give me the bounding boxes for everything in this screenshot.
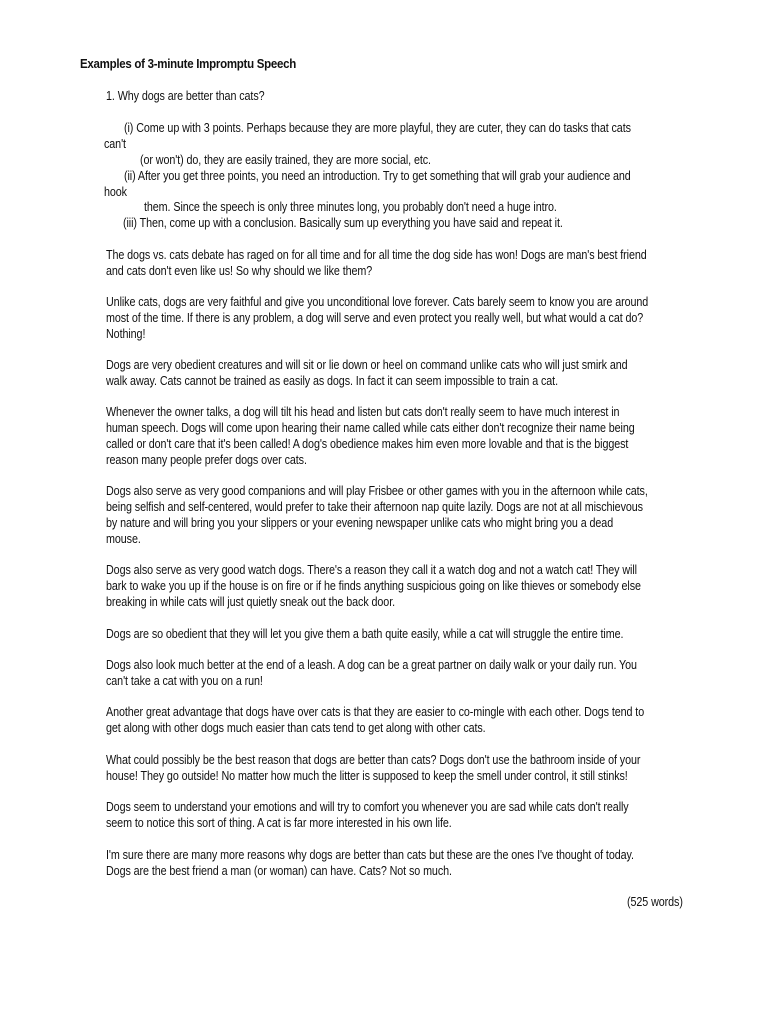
step-line: (iii) Then, come up with a conclusion. Basically sum up everything you have said and repeat it. [123,216,563,230]
paragraph-line: by nature and will bring you your slippers or your evening newspaper unlike cats who might bring you a dead [106,516,614,530]
paragraph-line: most of the time. If there is any problem, a dog will serve and even protect you really well, but what would a cat do? [106,311,644,325]
step-line: them. Since the speech is only three minutes long, you probably don't need a huge intro. [144,200,557,214]
step-line: (ii) After you get three points, you need an introduction. Try to get something that will grab your audience and [124,169,631,183]
paragraph-line: Dogs are very obedient creatures and will sit or lie down or heel on command unlike cats who will just smirk and [106,358,628,372]
paragraph-line: reason many people prefer dogs over cats. [106,453,307,467]
paragraph-line: I'm sure there are many more reasons why dogs are better than cats but these are the ones I've thought of today. [106,848,634,862]
paragraph-line: called or don't care that it's been called! A dog's obedience makes him even more lovable and that is the biggest [106,437,629,451]
paragraph-line: seem to notice this sort of thing. A cat is far more interested in his own life. [106,816,452,830]
paragraph-line: Another great advantage that dogs have over cats is that they are easier to co-mingle with each other. Dogs tend to [106,705,645,719]
document-title: Examples of 3-minute Impromptu Speech [80,57,296,71]
step-line: can't [104,137,126,151]
paragraph-line: walk away. Cats cannot be trained as easily as dogs. In fact it can seem impossible to train a cat. [106,374,558,388]
step-line: (i) Come up with 3 points. Perhaps because they are more playful, they are cuter, they can do tasks that cats [124,121,631,135]
paragraph-line: house! They go outside! No matter how much the litter is supposed to keep the smell under control, it still stinks! [106,769,628,783]
paragraph-line: What could possibly be the best reason that dogs are better than cats? Dogs don't use the bathroom inside of your [106,753,641,767]
paragraph-line: Dogs are so obedient that they will let you give them a bath quite easily, while a cat will struggle the entire time. [106,627,624,641]
question-heading: 1. Why dogs are better than cats? [106,89,265,103]
paragraph-line: Unlike cats, dogs are very faithful and give you unconditional love forever. Cats barely seem to know you are around [106,295,649,309]
paragraph-line: Dogs are the best friend a man (or woman) can have. Cats? Not so much. [106,864,452,878]
word-count: (525 words) [627,895,683,909]
paragraph-line: breaking in while cats will just quietly sneak out the back door. [106,595,396,609]
paragraph-line: mouse. [106,532,141,546]
paragraph-line: being selfish and self-centered, would prefer to take their afternoon nap quite lazily. Dogs are not at all mischievous [106,500,643,514]
paragraph-line: Dogs seem to understand your emotions and will try to comfort you whenever you are sad while cats don't really [106,800,629,814]
paragraph-line: Dogs also serve as very good watch dogs. There's a reason they call it a watch dog and not a watch cat! They will [106,563,637,577]
paragraph-line: and cats don't even like us! So why should we like them? [106,264,373,278]
paragraph-line: Whenever the owner talks, a dog will tilt his head and listen but cats don't really seem to have much interest in [106,405,620,419]
paragraph-line: The dogs vs. cats debate has raged on for all time and for all time the dog side has won! Dogs are man's best friend [106,248,647,262]
paragraph-line: can't take a cat with you on a run! [106,674,263,688]
paragraph-line: bark to wake you up if the house is on fire or if he finds anything suspicious going on like thieves or somebody else [106,579,641,593]
paragraph-line: Dogs also look much better at the end of a leash. A dog can be a great partner on daily walk or your daily run. You [106,658,637,672]
step-line: (or won't) do, they are easily trained, they are more social, etc. [140,153,431,167]
paragraph-line: human speech. Dogs will come upon hearing their name called while cats either don't recognize their name being [106,421,635,435]
paragraph-line: get along with other dogs much easier than cats tend to get along with other cats. [106,721,486,735]
step-line: hook [104,185,127,199]
paragraph-line: Dogs also serve as very good companions and will play Frisbee or other games with you in the afternoon while cats, [106,484,648,498]
paragraph-line: Nothing! [106,327,146,341]
